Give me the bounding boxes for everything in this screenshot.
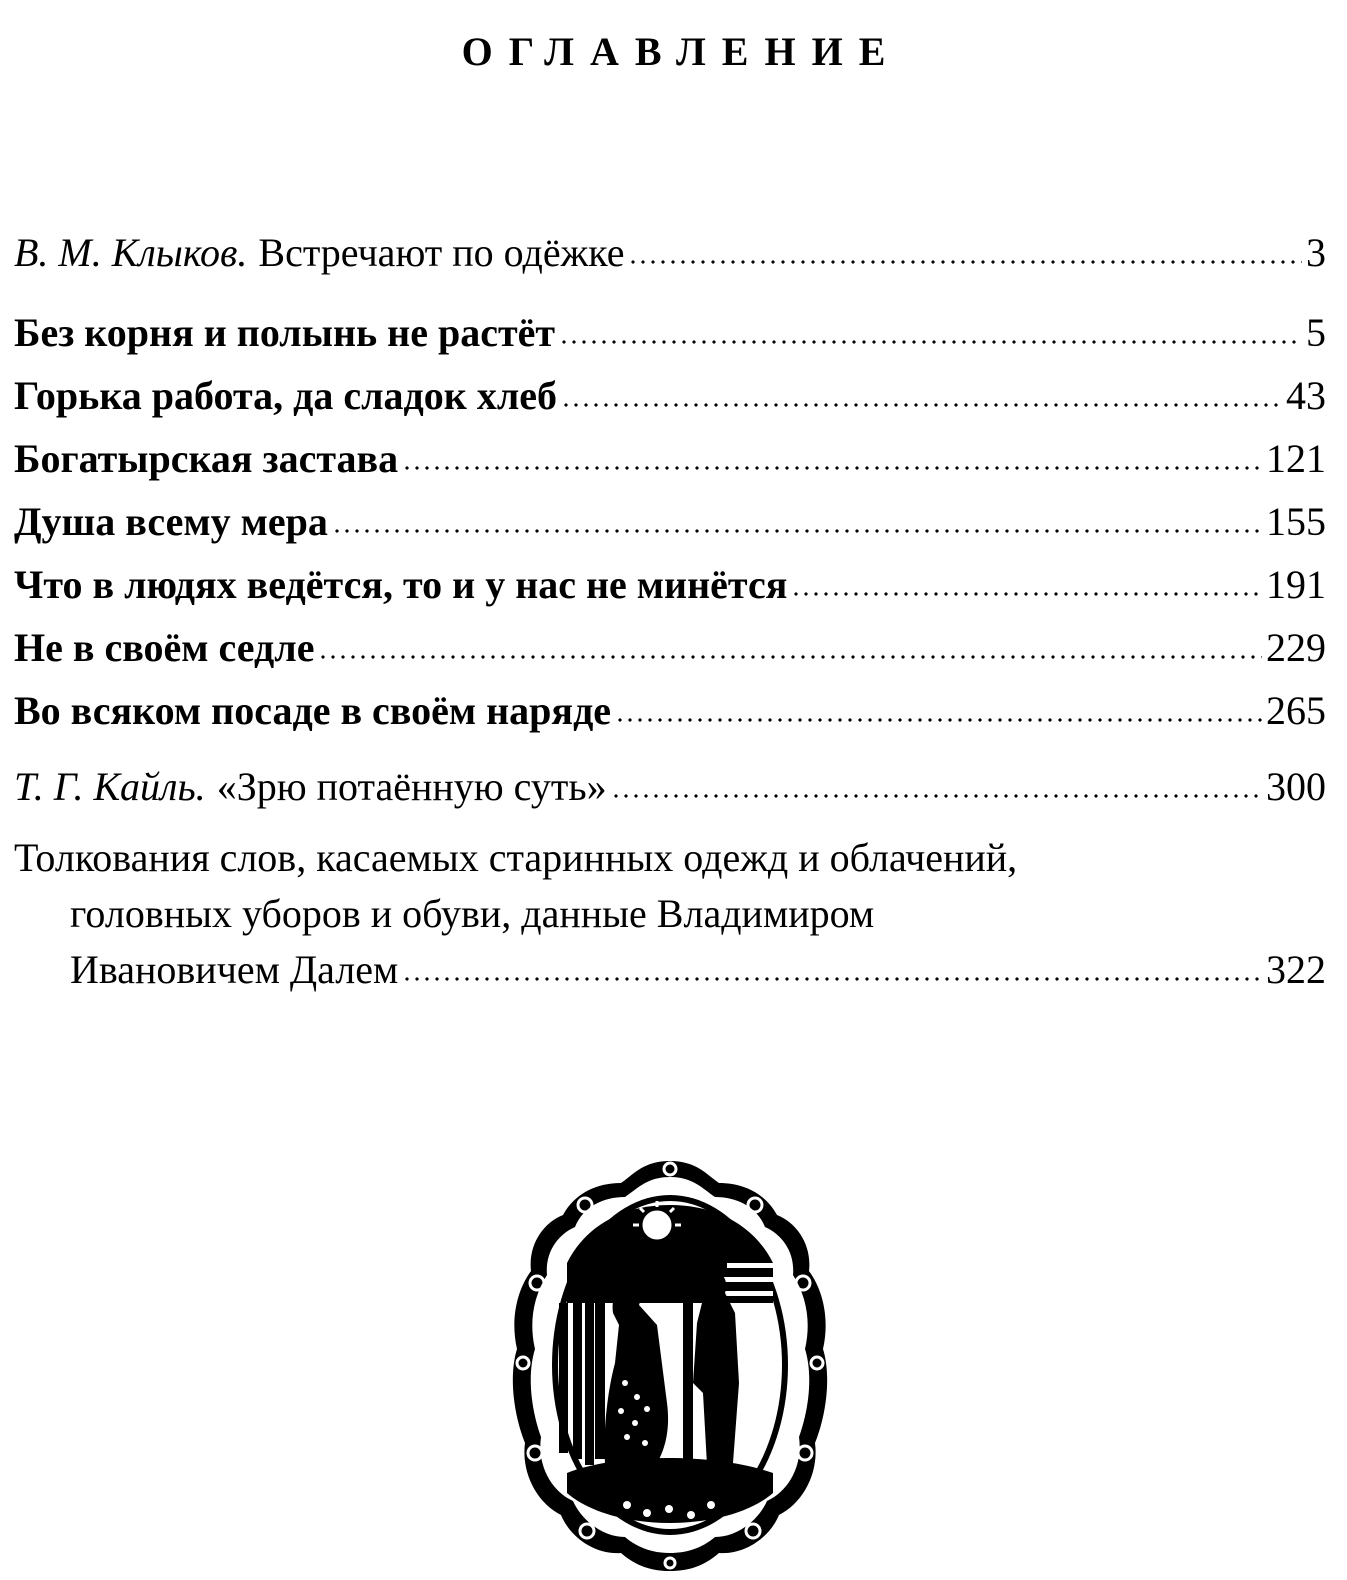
toc-entry-glossary[interactable]	[14, 830, 1326, 998]
toc-author: Т. Г. Кайль.	[14, 764, 206, 809]
toc-entry-kail[interactable]	[14, 762, 1326, 812]
toc-entry-2[interactable]	[14, 371, 1326, 421]
toc-title: Душа всему мера	[14, 499, 328, 544]
glossary-line-2: головных уборов и обуви, данные Владимиром	[70, 891, 875, 936]
glossary-line-3-text: Ивановичем Далем	[70, 947, 399, 992]
toc-page-number: 5	[1306, 310, 1326, 355]
toc-page-number: 191	[1266, 562, 1326, 607]
toc-title: Встречают по одёжке	[258, 230, 625, 275]
toc-title: Богатырская застава	[14, 436, 399, 481]
toc-page-number: 322	[1266, 947, 1326, 992]
leader-dots	[615, 718, 1262, 722]
toc-page-number: 155	[1266, 499, 1326, 544]
toc-page-number: 43	[1286, 373, 1326, 418]
leader-dots	[561, 403, 1282, 407]
toc-title: Без корня и полынь не растёт	[14, 310, 556, 355]
leader-dots	[332, 529, 1262, 533]
toc-entry-3[interactable]	[14, 434, 1326, 484]
toc-entry-1[interactable]	[14, 308, 1326, 358]
toc-entry-klykov[interactable]	[14, 228, 1326, 278]
leader-dots	[628, 260, 1302, 264]
leader-dots	[402, 977, 1262, 981]
leader-dots	[318, 655, 1262, 659]
toc-page-number: 265	[1266, 688, 1326, 733]
toc-page-number: 300	[1266, 764, 1326, 809]
glossary-line-1: Толкования слов, касаемых старинных одежд и облачений,	[14, 835, 1018, 880]
toc-page-number: 121	[1266, 436, 1326, 481]
toc-entry-6[interactable]	[14, 623, 1326, 673]
folk-vignette-icon	[507, 1153, 833, 1573]
toc-title: Не в своём седле	[14, 625, 315, 670]
glossary-line-3	[14, 942, 1326, 998]
toc-entry-4[interactable]	[14, 497, 1326, 547]
toc-title: «Зрю потаённую суть»	[216, 764, 607, 809]
page-title: ОГЛАВЛЕНИЕ	[461, 29, 902, 74]
toc-entry-7[interactable]	[14, 686, 1326, 736]
toc-title: Во всяком посаде в своём наряде	[14, 688, 612, 733]
leader-dots	[791, 592, 1262, 596]
leader-dots	[402, 466, 1262, 470]
toc-page-number: 3	[1306, 230, 1326, 275]
leader-dots	[611, 794, 1262, 798]
toc-entry-5[interactable]	[14, 560, 1326, 610]
toc-page-number: 229	[1266, 625, 1326, 670]
leader-dots	[559, 340, 1302, 344]
toc-title: Горька работа, да сладок хлеб	[14, 373, 558, 418]
toc-title: Что в людях ведётся, то и у нас не минётся	[14, 562, 788, 607]
toc-author: В. М. Клыков.	[14, 230, 248, 275]
